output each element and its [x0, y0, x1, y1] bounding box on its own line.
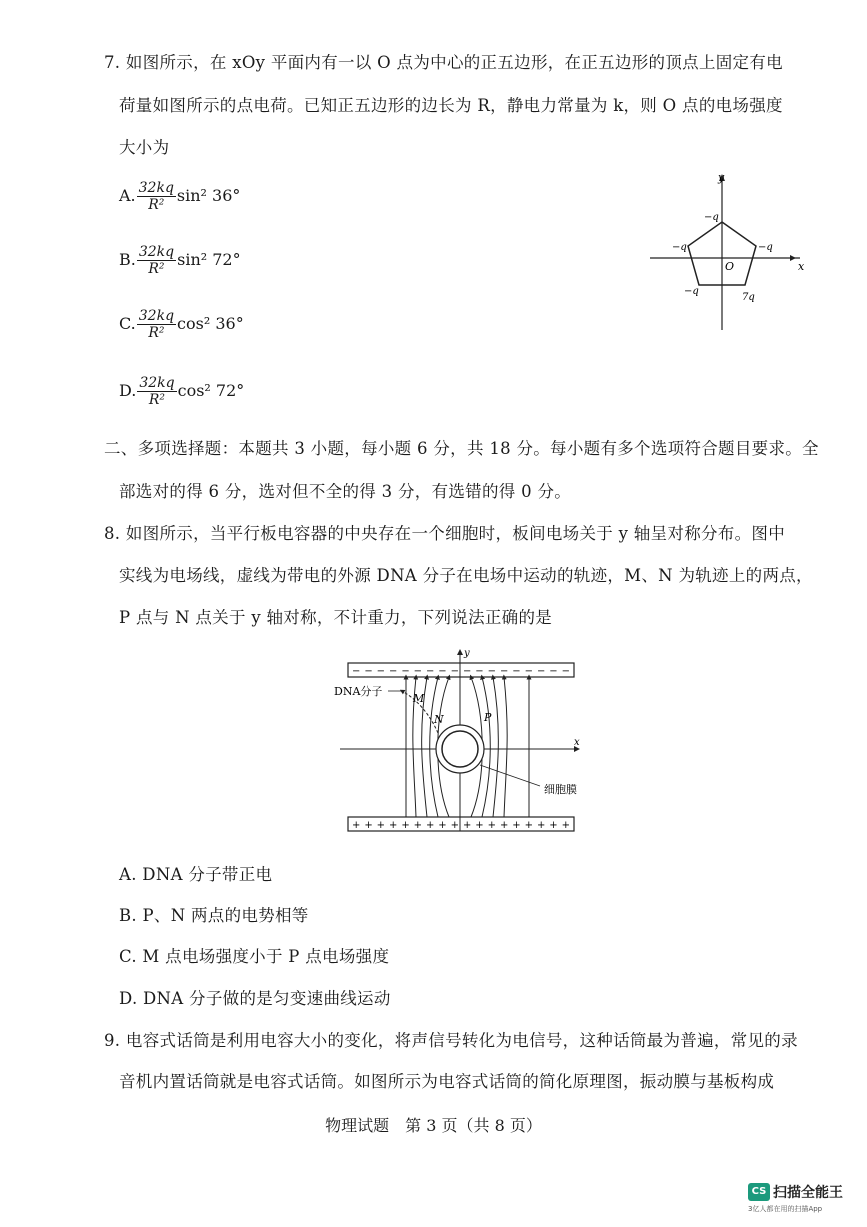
q8-line3: P 点与 N 点关于 y 轴对称，不计重力，下列说法正确的是	[119, 608, 553, 627]
point-p-label: P	[484, 711, 492, 724]
capacitor-cell-figure	[330, 645, 590, 835]
x-axis-label: x	[798, 260, 805, 273]
q8-option-d: D. DNA 分子做的是匀变速曲线运动	[119, 989, 391, 1008]
fraction: $\frac{32kq}{\text{R²}}$	[138, 308, 175, 341]
bottom-plate-charges: + + + + + + + + + + + + + + + + + +	[352, 820, 570, 831]
camscanner-logo-icon: CS	[748, 1183, 770, 1201]
y-axis-label: y	[718, 171, 725, 184]
option-fn: sin² 72°	[177, 250, 241, 269]
section2-line1: 二、多项选择题：本题共 3 小题，每小题 6 分，共 18 分。每小题有多个选项符合题目要求。全	[104, 439, 819, 458]
q7-option-d	[119, 375, 244, 408]
x-axis-label: x	[574, 737, 580, 748]
point-n-label: N	[434, 713, 444, 726]
section2-line2: 部选对的得 6 分，选对但不全的得 3 分，有选错的得 0 分。	[119, 482, 572, 501]
q8-option-a: A. DNA 分子带正电	[119, 865, 273, 884]
badge-subtitle: 3亿人都在用的扫描App	[748, 1205, 823, 1213]
fraction: $\frac{32kq}{\text{R²}}$	[139, 375, 175, 408]
q7-option-c	[119, 308, 244, 341]
option-letter: C.	[119, 314, 136, 333]
charge-left: −q	[672, 242, 687, 253]
dna-label: DNA分子	[334, 685, 383, 698]
option-letter: D.	[119, 381, 137, 400]
point-m-label: M	[413, 692, 425, 705]
y-axis-arrow	[457, 649, 463, 655]
option-fn: cos² 36°	[177, 314, 244, 333]
field-line	[493, 677, 498, 817]
charge-bottom-right: 7q	[742, 292, 755, 303]
option-fn: cos² 72°	[177, 381, 245, 400]
top-plate-charges: − − − − − − − − − − − − − − − − − −	[352, 666, 570, 677]
pentagon-charge-figure	[650, 170, 810, 335]
y-axis-label: y	[464, 648, 470, 659]
fraction: $\frac{32kq}{\text{R²}}$	[138, 244, 175, 277]
q8-option-c: C. M 点电场强度小于 P 点电场强度	[119, 947, 390, 966]
page-footer: 物理试题 第 3 页（共 8 页）	[325, 1116, 542, 1135]
q8-line1: 8. 如图所示，当平行板电容器的中央存在一个细胞时，板间电场关于 y 轴呈对称分布。图中	[104, 524, 785, 543]
charge-bottom-left: −q	[684, 286, 699, 297]
fraction: $\frac{32kq}{\text{R²}}$	[138, 180, 174, 213]
q9-line1: 9. 电容式话筒是利用电容大小的变化，将声信号转化为电信号，这种话筒最为普遍，常见的录	[104, 1031, 798, 1050]
x-axis-arrow	[790, 255, 796, 261]
q9-line2: 音机内置话筒就是电容式话筒。如图所示为电容式话筒的简化原理图，振动膜与基板构成	[119, 1072, 775, 1091]
origin-label: O	[725, 260, 735, 273]
charge-right: −q	[758, 242, 773, 253]
cell-membrane-outer	[436, 725, 484, 773]
q7-line1: 7. 如图所示，在 xOy 平面内有一以 O 点为中心的正五边形，在正五边形的顶点上固定有电	[104, 53, 783, 72]
q7-line3: 大小为	[119, 138, 170, 157]
q8-line2: 实线为电场线，虚线为带电的外源 DNA 分子在电场中运动的轨迹，M、N 为轨迹上的两点，	[119, 566, 813, 585]
membrane-label: 细胞膜	[544, 783, 577, 796]
charge-top: −q	[704, 212, 719, 223]
option-letter: A.	[119, 186, 136, 205]
q8-option-b: B. P、N 两点的电势相等	[119, 906, 309, 925]
q7-line2: 荷量如图所示的点电荷。已知正五边形的边长为 R，静电力常量为 k，则 O 点的电场强度	[119, 96, 783, 115]
badge-title: 扫描全能王	[773, 1184, 843, 1201]
option-letter: B.	[119, 250, 136, 269]
field-line	[504, 677, 507, 817]
q7-option-b	[119, 244, 241, 277]
q7-option-a	[119, 180, 240, 213]
scanner-badge	[748, 1181, 843, 1202]
option-fn: sin² 36°	[176, 186, 241, 205]
